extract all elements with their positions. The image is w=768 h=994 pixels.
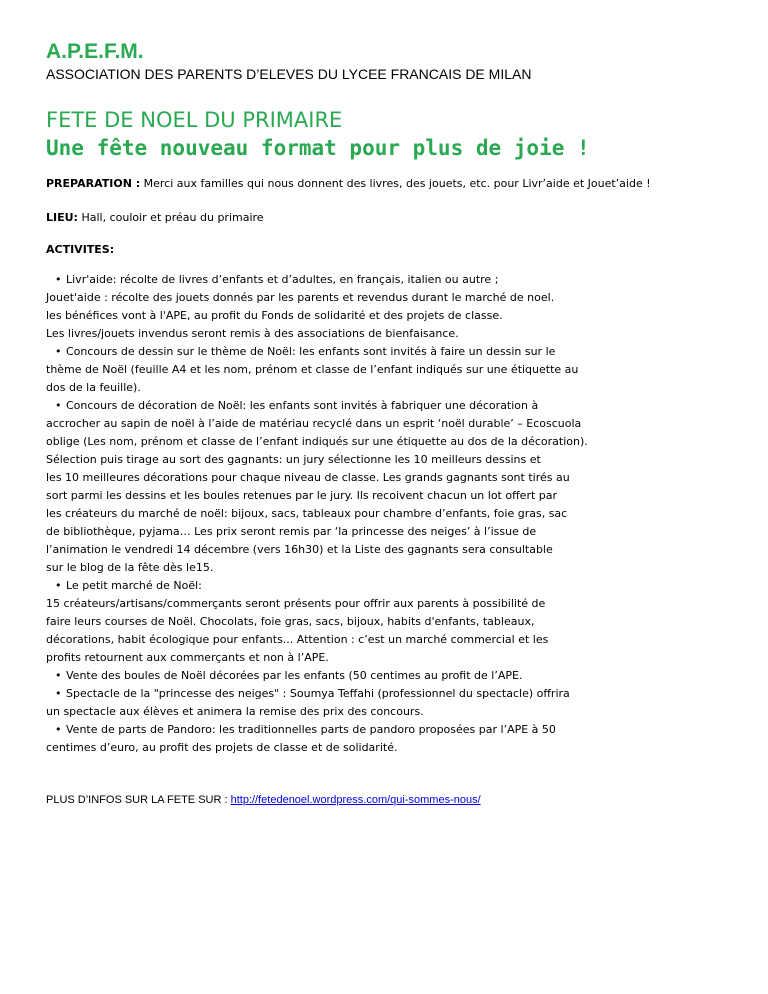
body-line: les 10 meilleures décorations pour chaque niveau de classe. Les grands gagnants sont tirés au: [46, 471, 570, 484]
list-item: [46, 343, 726, 361]
body-line: sort parmi les dessins et les boules retenues par le jury. Ils recoivent chacun un lot offert par: [46, 489, 558, 502]
body-line: Sélection puis tirage au sort des gagnants: un jury sélectionne les 10 meilleurs dessins et: [46, 453, 541, 466]
more-info-label: PLUS D’INFOS SUR LA FETE SUR :: [46, 794, 231, 806]
body-line: Vente des boules de Noël décorées par les enfants (50 centimes au profit de l’APE.: [66, 669, 523, 682]
bullet-icon: •: [55, 579, 62, 592]
bullet-icon: •: [55, 723, 62, 736]
body-line: Les livres/jouets invendus seront remis à des associations de bienfaisance.: [46, 327, 459, 340]
body-line: Livr'aide: récolte de livres d’enfants et d’adultes, en français, italien ou autre ;: [66, 273, 499, 286]
body-line: accrocher au sapin de noël à l’aide de matériau recyclé dans un esprit ‘noël durable’ – Ecoscuola: [46, 417, 582, 430]
document-page: [46, 40, 726, 809]
body-line: les créateurs du marché de noël: bijoux, sacs, tableaux pour chambre d’enfants, foie gras, sac: [46, 507, 568, 520]
body-line: Concours de décoration de Noël: les enfants sont invités à fabriquer une décoration à: [66, 399, 539, 412]
body-line: les bénéfices vont à l'APE, au profit du Fonds de solidarité et des projets de classe.: [46, 309, 503, 322]
org-full-name: ASSOCIATION DES PARENTS D’ELEVES DU LYCEE FRANCAIS DE MILAN: [46, 66, 532, 82]
body-line: Concours de dessin sur le thème de Noël: les enfants sont invités à faire un dessin sur le: [66, 345, 556, 358]
body-line: décorations, habit écologique pour enfants... Attention : c’est un marché commercial et les: [46, 633, 549, 646]
body-line: dos de la feuille).: [46, 381, 141, 394]
body-line: Jouet'aide : récolte des jouets donnés par les parents et revendus durant le marché de noel.: [46, 291, 555, 304]
bullet-icon: •: [55, 345, 62, 358]
page-subtitle: Une fête nouveau format pour plus de joie !: [46, 136, 590, 160]
body-line: sur le blog de la fête dès le15.: [46, 561, 214, 574]
body-line: oblige (Les nom, prénom et classe de l’enfant indiqués sur une étiquette au dos de la décoration).: [46, 435, 588, 448]
list-item: [46, 397, 726, 415]
more-info-paragraph: [46, 791, 726, 809]
lieu-text: Hall, couloir et préau du primaire: [77, 211, 264, 224]
preparation-text: Merci aux familles qui nous donnent des livres, des jouets, etc. pour Livr’aide et Jouet’aide !: [140, 177, 651, 190]
list-item: [46, 271, 726, 289]
body-line: un spectacle aux élèves et animera la remise des prix des concours.: [46, 705, 424, 718]
body-line: profits retournent aux commerçants et non à l’APE.: [46, 651, 329, 664]
body-line: Spectacle de la "princesse des neiges" : Soumya Teffahi (professionnel du spectacle) offrira: [66, 687, 570, 700]
bullet-icon: •: [55, 687, 62, 700]
bullet-icon: •: [55, 273, 62, 286]
body-line: Vente de parts de Pandoro: les traditionnelles parts de pandoro proposées par l’APE à 50: [66, 723, 556, 736]
activites-heading: ACTIVITES:: [46, 243, 115, 256]
org-acronym: A.P.E.F.M.: [46, 40, 144, 63]
lieu-paragraph: [46, 209, 726, 227]
body-line: Le petit marché de Noël:: [66, 579, 202, 592]
page-title: FETE DE NOEL DU PRIMAIRE: [46, 108, 343, 132]
body-line: thème de Noël (feuille A4 et les nom, prénom et classe de l’enfant indiqués sur une étiquette au: [46, 363, 579, 376]
preparation-label: PREPARATION :: [46, 177, 141, 190]
bullet-icon: •: [55, 399, 62, 412]
bullet-icon: •: [55, 669, 62, 682]
lieu-label: LIEU:: [46, 211, 78, 224]
activities-list: [46, 271, 726, 757]
list-item: [46, 721, 726, 739]
body-line: l’animation le vendredi 14 décembre (vers 16h30) et la Liste des gagnants sera consultable: [46, 543, 553, 556]
body-line: de bibliothèque, pyjama… Les prix seront remis par ‘la princesse des neiges’ à l’issue de: [46, 525, 537, 538]
body-line: faire leurs courses de Noël. Chocolats, foie gras, sacs, bijoux, habits d'enfants, tableaux,: [46, 615, 535, 628]
body-line: 15 créateurs/artisans/commerçants seront présents pour offrir aux parents à possibilité de: [46, 597, 546, 610]
list-item: [46, 685, 726, 703]
list-item: [46, 577, 726, 595]
preparation-paragraph: [46, 175, 726, 193]
list-item: [46, 667, 726, 685]
body-line: centimes d’euro, au profit des projets de classe et de solidarité.: [46, 741, 398, 754]
blog-link[interactable]: http://fetedenoel.wordpress.com/qui-sommes-nous/: [230, 794, 481, 806]
